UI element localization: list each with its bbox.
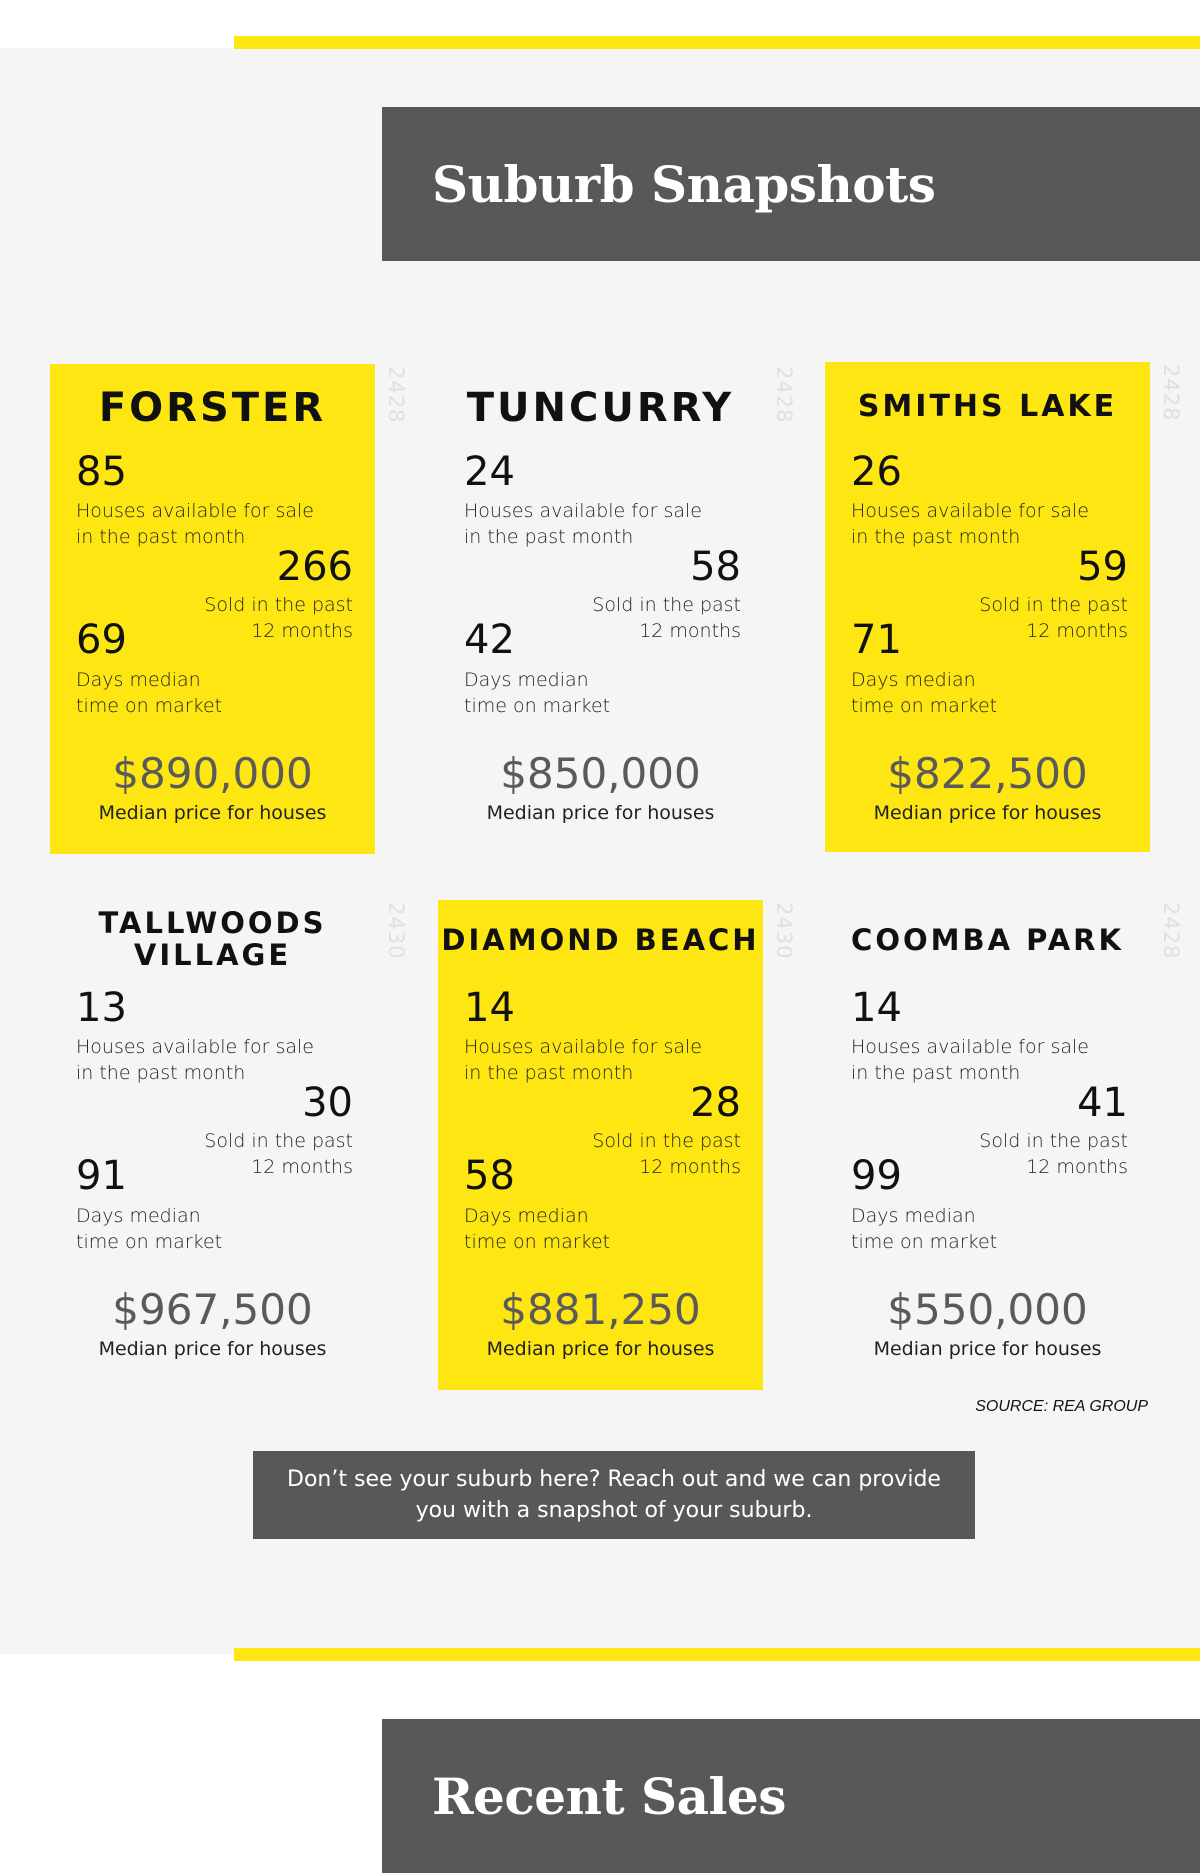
days-label: Days median time on market <box>851 669 998 717</box>
sold-label: Sold in the past 12 months <box>204 1130 353 1178</box>
suburb-name: COOMBA PARK <box>851 923 1124 957</box>
days-count: 58 <box>464 1153 515 1199</box>
page-title: Suburb Snapshots <box>432 154 936 214</box>
median-price-label: Median price for houses <box>486 1338 715 1360</box>
suburb-card-diamond-beach <box>438 900 796 1390</box>
top-accent-rule <box>234 36 1200 49</box>
sold-label: Sold in the past 12 months <box>204 594 353 642</box>
days-count: 91 <box>76 1153 127 1199</box>
suburb-card-coomba-park <box>825 900 1183 1390</box>
available-count: 24 <box>464 449 515 495</box>
available-label: Houses available for sale in the past month <box>464 1036 702 1084</box>
median-price: $890,000 <box>112 749 313 798</box>
postcode: 2428 <box>1159 902 1183 960</box>
suburb-name: TUNCURRY <box>466 385 735 431</box>
postcode: 2428 <box>1159 364 1183 422</box>
section-title-bar <box>382 107 1200 261</box>
bottom-accent-rule <box>234 1648 1200 1661</box>
postcode: 2430 <box>384 902 408 960</box>
next-section-title-bar <box>382 1719 1200 1873</box>
sold-label: Sold in the past 12 months <box>592 594 741 642</box>
suburb-card-tuncurry <box>438 364 796 854</box>
source-note: SOURCE: REA GROUP <box>975 1398 1148 1415</box>
next-section-title: Recent Sales <box>432 1766 786 1826</box>
sold-label: Sold in the past 12 months <box>979 1130 1128 1178</box>
days-count: 42 <box>464 617 515 663</box>
suburb-name: SMITHS LAKE <box>857 389 1118 424</box>
available-count: 85 <box>76 449 127 495</box>
sold-count: 58 <box>690 544 741 590</box>
median-price-label: Median price for houses <box>873 1338 1102 1360</box>
days-count: 71 <box>851 617 902 663</box>
days-label: Days median time on market <box>464 669 611 717</box>
median-price: $967,500 <box>112 1285 313 1334</box>
days-label: Days median time on market <box>76 669 223 717</box>
sold-label: Sold in the past 12 months <box>979 594 1128 642</box>
median-price-label: Median price for houses <box>98 802 327 824</box>
median-price-label: Median price for houses <box>486 802 715 824</box>
days-label: Days median time on market <box>464 1205 611 1253</box>
sold-count: 28 <box>690 1080 741 1126</box>
suburb-card-smiths-lake <box>825 362 1183 852</box>
suburb-name: FORSTER <box>98 385 327 431</box>
days-label: Days median time on market <box>851 1205 998 1253</box>
available-count: 14 <box>464 985 515 1031</box>
suburb-card-tallwoods-village <box>50 900 408 1390</box>
postcode: 2428 <box>772 366 796 424</box>
median-price: $881,250 <box>500 1285 701 1334</box>
median-price: $550,000 <box>887 1285 1088 1334</box>
median-price-label: Median price for houses <box>873 802 1102 824</box>
median-price-label: Median price for houses <box>98 1338 327 1360</box>
median-price: $850,000 <box>500 749 701 798</box>
suburb-card-forster <box>50 364 408 854</box>
median-price: $822,500 <box>887 749 1088 798</box>
suburb-name: TALLWOODS VILLAGE <box>98 906 327 972</box>
available-count: 26 <box>851 449 902 495</box>
days-count: 69 <box>76 617 127 663</box>
days-label: Days median time on market <box>76 1205 223 1253</box>
available-label: Houses available for sale in the past month <box>76 1036 314 1084</box>
sold-label: Sold in the past 12 months <box>592 1130 741 1178</box>
sold-count: 266 <box>276 544 353 590</box>
available-label: Houses available for sale in the past month <box>76 500 314 548</box>
postcode: 2428 <box>384 366 408 424</box>
available-count: 14 <box>851 985 902 1031</box>
available-count: 13 <box>76 985 127 1031</box>
available-label: Houses available for sale in the past month <box>851 1036 1089 1084</box>
sold-count: 30 <box>302 1080 353 1126</box>
available-label: Houses available for sale in the past month <box>851 500 1089 548</box>
suburb-name: DIAMOND BEACH <box>441 923 760 957</box>
available-label: Houses available for sale in the past month <box>464 500 702 548</box>
days-count: 99 <box>851 1153 902 1199</box>
postcode: 2430 <box>772 902 796 960</box>
sold-count: 41 <box>1077 1080 1128 1126</box>
contact-cta-banner: Don’t see your suburb here? Reach out and we can provide you with a snapshot of your suburb. <box>253 1451 975 1539</box>
sold-count: 59 <box>1077 544 1128 590</box>
